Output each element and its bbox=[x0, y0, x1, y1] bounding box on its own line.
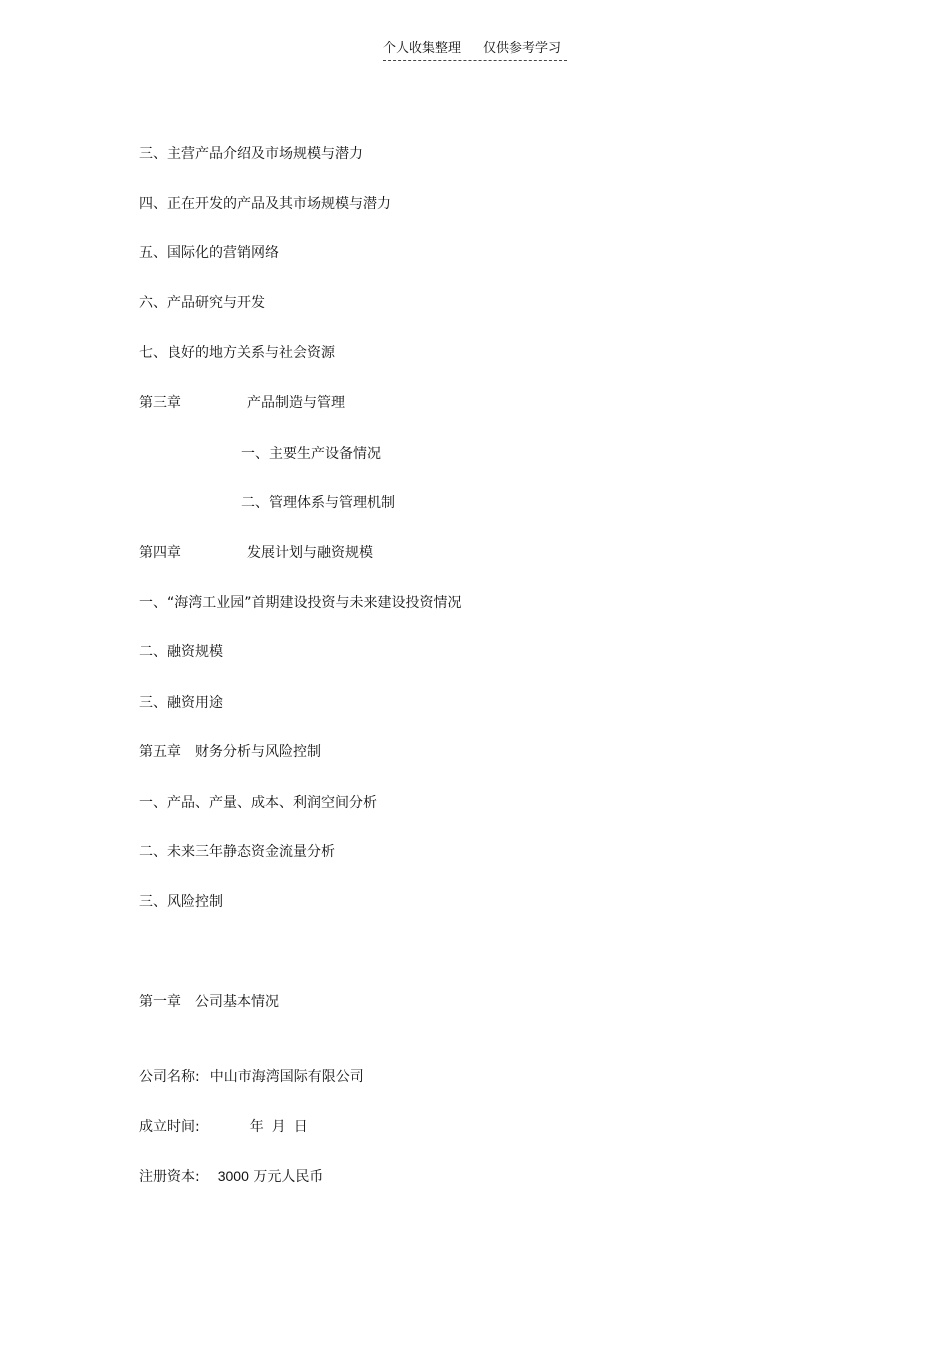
chapter-title: 产品制造与管理 bbox=[247, 395, 345, 411]
toc-item: 五、国际化的营销网络 bbox=[139, 245, 279, 261]
chapter-title: 公司基本情况 bbox=[195, 994, 279, 1010]
company-name-value: 中山市海湾国际有限公司 bbox=[209, 1069, 364, 1085]
toc-item: 三、主营产品介绍及市场规模与潜力 bbox=[139, 146, 363, 162]
header-right-text: 仅供参考学习 bbox=[483, 41, 562, 56]
toc-item: 一、主要生产设备情况 bbox=[241, 446, 381, 462]
founded-date-row bbox=[139, 1118, 308, 1136]
toc-item: 三、风险控制 bbox=[139, 894, 223, 910]
toc-item: 六、产品研究与开发 bbox=[139, 295, 265, 311]
day-label: 日 bbox=[293, 1119, 308, 1135]
page-header bbox=[383, 40, 567, 61]
company-name-row bbox=[139, 1068, 364, 1086]
toc-chapter-3 bbox=[139, 394, 539, 412]
chapter-label: 第三章 bbox=[139, 395, 181, 411]
registered-capital-row bbox=[139, 1167, 323, 1186]
field-label: 成立时间: bbox=[139, 1119, 200, 1135]
toc-item: 七、良好的地方关系与社会资源 bbox=[139, 345, 335, 361]
month-label: 月 bbox=[271, 1119, 286, 1135]
toc-item: 一、产品、产量、成本、利润空间分析 bbox=[139, 795, 377, 811]
toc-chapter-5 bbox=[139, 743, 321, 761]
toc-item: 二、融资规模 bbox=[139, 644, 223, 660]
chapter-label: 第四章 bbox=[139, 545, 181, 561]
header-left-text: 个人收集整理 bbox=[383, 41, 462, 56]
chapter-title: 发展计划与融资规模 bbox=[247, 545, 373, 561]
chapter-label: 第一章 bbox=[139, 994, 181, 1010]
field-label: 公司名称: bbox=[139, 1069, 200, 1085]
chapter-title: 财务分析与风险控制 bbox=[195, 744, 321, 760]
toc-item: 一、“海湾工业园”首期建设投资与未来建设投资情况 bbox=[139, 595, 462, 611]
capital-amount: 3000 bbox=[217, 1168, 249, 1184]
toc-item: 二、管理体系与管理机制 bbox=[241, 495, 395, 511]
toc-item: 四、正在开发的产品及其市场规模与潜力 bbox=[139, 196, 391, 212]
chapter-1-heading bbox=[139, 993, 279, 1011]
toc-item: 二、未来三年静态资金流量分析 bbox=[139, 844, 335, 860]
year-label: 年 bbox=[249, 1119, 264, 1135]
chapter-label: 第五章 bbox=[139, 744, 181, 760]
capital-unit: 万元人民币 bbox=[253, 1169, 324, 1185]
toc-item: 三、融资用途 bbox=[139, 695, 223, 711]
field-label: 注册资本: bbox=[139, 1169, 200, 1185]
toc-chapter-4 bbox=[139, 544, 539, 562]
